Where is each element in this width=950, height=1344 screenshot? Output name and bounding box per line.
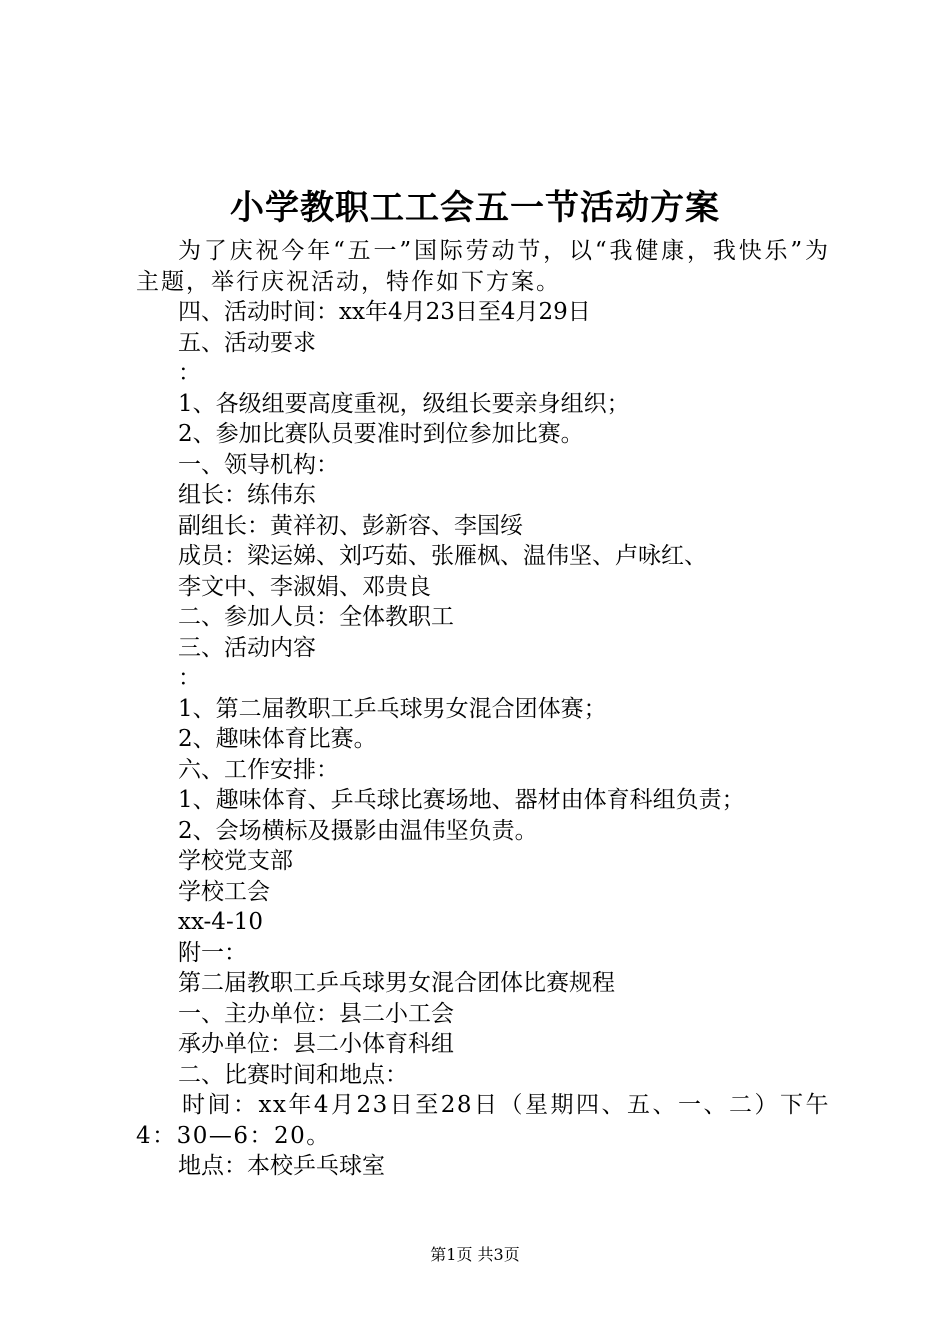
body-line: 成员：梁运娣、刘巧茹、张雁枫、温伟坚、卢咏红、 — [178, 543, 707, 569]
body-line: 1、各级组要高度重视，级组长要亲身组织； — [178, 390, 630, 417]
intro-paragraph: 为了庆祝今年“五一”国际劳动节，以“我健康，我快乐”为主题，举行庆祝活动，特作如下方案。 — [136, 238, 830, 295]
body-line: 李文中、李淑娟、邓贵良 — [178, 573, 431, 600]
body-line: 三、活动内容 — [178, 634, 316, 661]
body-line: 二、参加人员：全体教职工 — [178, 604, 454, 630]
time-paragraph: 时间：xx年4月23日至28日（星期四、五、一、二）下午4：30—6：20。 — [136, 1092, 830, 1149]
body-line: 1、趣味体育、乒乓球比赛场地、器材由体育科组负责； — [178, 787, 745, 813]
body-lines — [0, 297, 950, 1090]
body-line: 二、比赛时间和地点： — [178, 1061, 408, 1088]
body-line: 2、参加比赛队员要准时到位参加比赛。 — [178, 421, 584, 447]
body-line: 一、主办单位：县二小工会 — [178, 1000, 454, 1027]
body-line: 第二届教职工乒乓球男女混合团体比赛规程 — [178, 970, 615, 996]
body-line: 1、第二届教职工乒乓球男女混合团体赛； — [178, 695, 607, 722]
body-line: 一、领导机构： — [178, 451, 339, 478]
body-line: 五、活动要求 — [178, 329, 316, 356]
body-line: ： — [178, 360, 201, 386]
body-line: ： — [178, 665, 201, 691]
body-line: 学校工会 — [178, 878, 270, 905]
body-line: xx-4-10 — [178, 909, 263, 935]
document-title: 小学教职工工会五一节活动方案 — [230, 188, 720, 228]
body-line: 2、趣味体育比赛。 — [178, 726, 377, 752]
location-line: 地点：本校乒乓球室 — [178, 1153, 385, 1179]
page-footer: 第1页 共3页 — [430, 1245, 520, 1264]
body-line: 承办单位：县二小体育科组 — [178, 1031, 454, 1057]
body-line: 六、工作安排： — [178, 756, 339, 783]
body-line: 组长：练伟东 — [178, 482, 316, 508]
body-line: 四、活动时间：xx年4月23日至4月29日 — [178, 299, 591, 325]
document-body — [0, 236, 950, 1182]
body-line: 附一： — [178, 939, 247, 966]
body-line: 2、会场横标及摄影由温伟坚负责。 — [178, 817, 538, 844]
body-line: 学校党支部 — [178, 848, 293, 874]
body-line: 副组长：黄祥初、彭新容、李国绥 — [178, 512, 523, 539]
